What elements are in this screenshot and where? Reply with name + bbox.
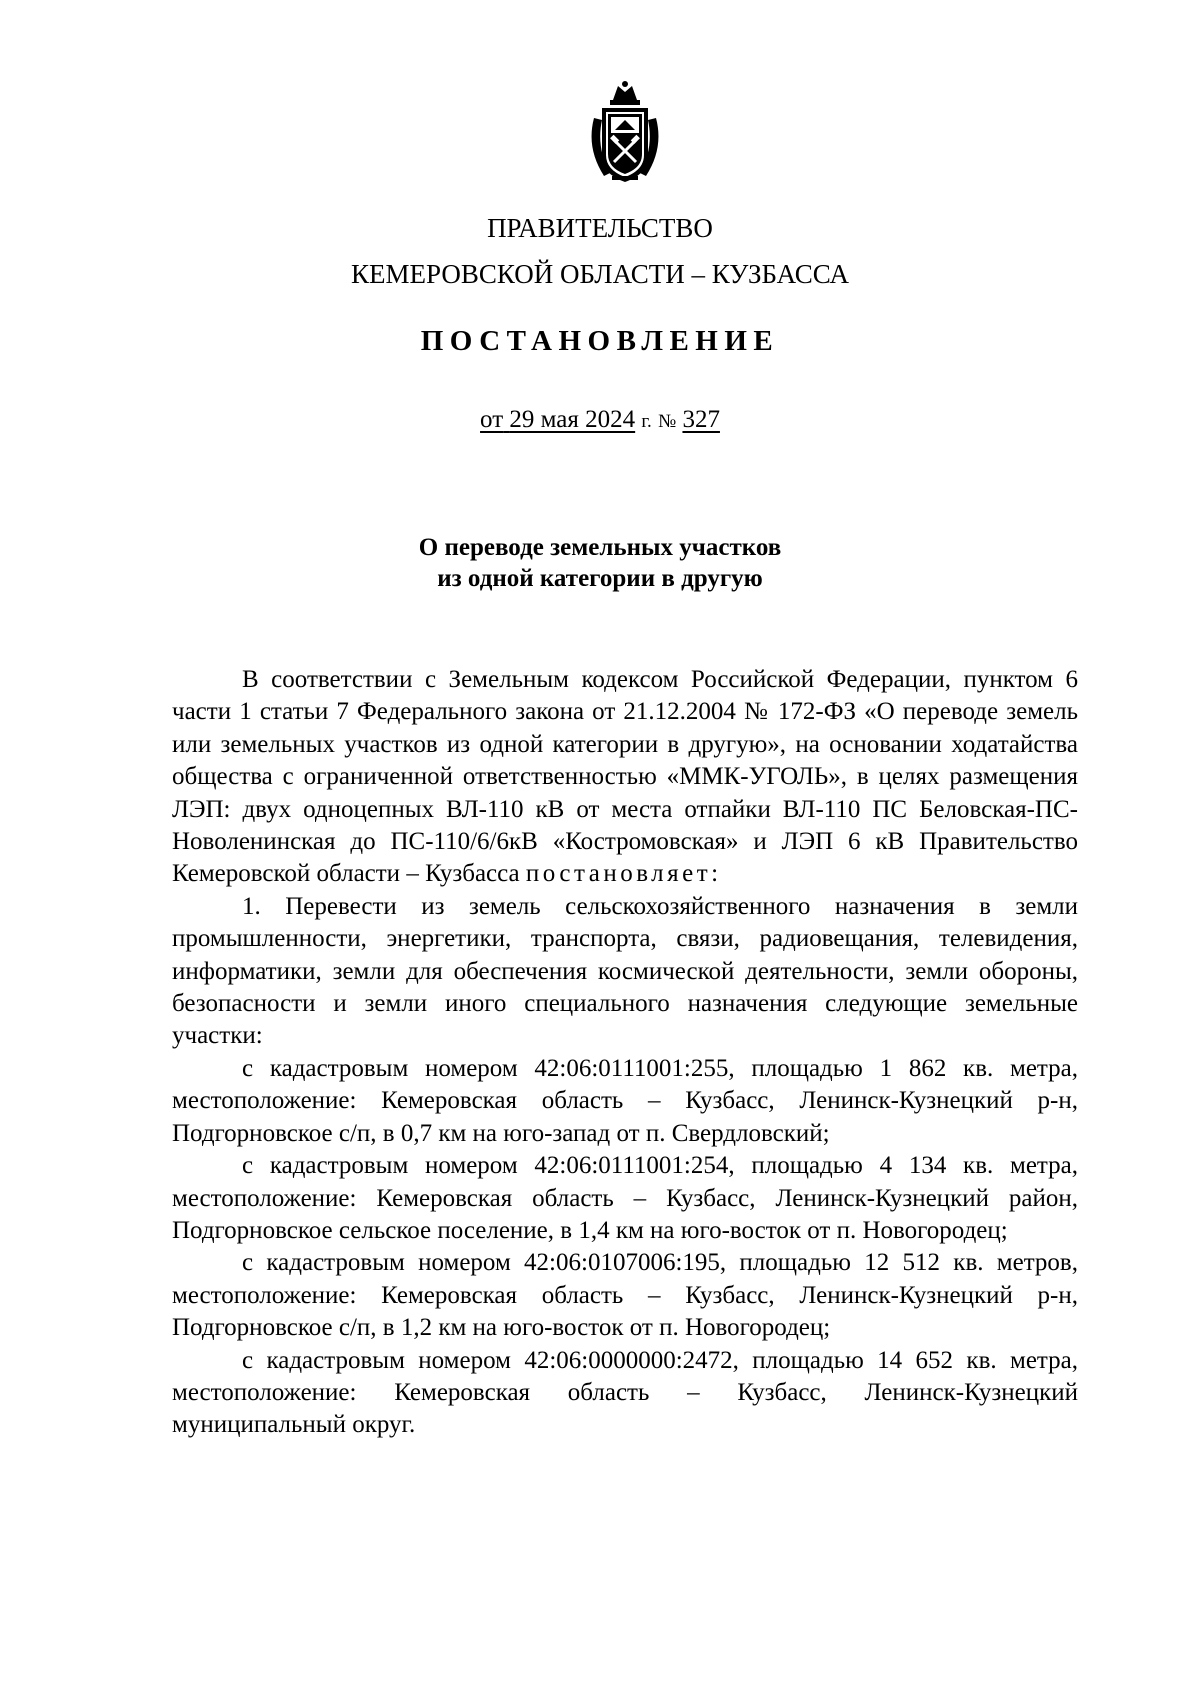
document-date: 29 мая 2024: [509, 406, 636, 433]
date-prefix: от: [480, 406, 504, 433]
parcel-paragraph-1: с кадастровым номером 42:06:0111001:255, площадью 1 862 кв. метра, местоположение: Кемеровская область – Кузбасс, Ленинск-Кузнецкий р-н, Подгорновское с/п, в 0,7 км на юго-запад от п. Свердловский;: [172, 1054, 1078, 1147]
coat-of-arms-icon: [580, 78, 670, 188]
document-number: 327: [682, 406, 720, 433]
document-body: [172, 664, 1078, 1442]
item-1-paragraph: 1. Перевести из земель сельскохозяйственного назначения в земли промышленности, энергетики, транспорта, связи, радиовещания, телевидения, информатики, земли для обеспечения космической деятельности, земли обороны, безопасности и земли иного специального назначения следующие земельные участки:: [172, 892, 1078, 1050]
government-name-line1: ПРАВИТЕЛЬСТВО: [487, 213, 713, 243]
coat-of-arms-emblem: [580, 78, 670, 188]
document-title-line1: О переводе земельных участков: [418, 534, 782, 561]
preamble-paragraph: [172, 664, 1078, 891]
parcel-paragraph-3: с кадастровым номером 42:06:0107006:195, площадью 12 512 кв. метров, местоположение: Кемеровская область – Кузбасс, Ленинск-Кузнецкий р-н, Подгорновское с/п, в 1,2 км на юго-восток от п. Новогородец;: [172, 1249, 1078, 1342]
preamble-text: В соответствии с Земельным кодексом Российской Федерации, пунктом 6 части 1 статьи 7 Федерального закона от 21.12.2004 № 172-ФЗ «О переводе земель или земельных участков из одной категории в другую», на основании ходатайства общества с ограниченной ответственностью «ММК-УГОЛЬ», в целях размещения ЛЭП: двух одноцепных ВЛ-110 кВ от места отпайки ВЛ-110 ПС Беловская-ПС- Новоленинская до ПС-110/6/6кВ «Костромовская» и ЛЭП 6 кВ Правительство Кемеровской области – Кузбасса: [172, 666, 1078, 888]
parcel-paragraph-4: с кадастровым номером 42:06:0000000:2472, площадью 14 652 кв. метра, местоположение: Кемеровская область – Кузбасс, Ленинск-Кузнецкий муниципальный округ.: [172, 1346, 1078, 1439]
parcel-paragraph-2: с кадастровым номером 42:06:0111001:254, площадью 4 134 кв. метра, местоположение: Кемеровская область – Кузбасс, Ленинск-Кузнецкий район, Подгорновское сельское поселение, в 1,4 км на юго-восток от п. Новогородец;: [172, 1152, 1078, 1244]
document-type-heading: ПОСТАНОВЛЕНИЕ: [420, 325, 780, 357]
document-title-line2: из одной категории в другую: [437, 565, 763, 592]
date-number-line: [0, 405, 1200, 437]
year-suffix: г.: [641, 411, 652, 432]
government-name-line2: КЕМЕРОВСКОЙ ОБЛАСТИ – КУЗБАССА: [351, 259, 849, 289]
preamble-verb: постановляет:: [525, 860, 722, 888]
number-sign: №: [658, 411, 677, 432]
